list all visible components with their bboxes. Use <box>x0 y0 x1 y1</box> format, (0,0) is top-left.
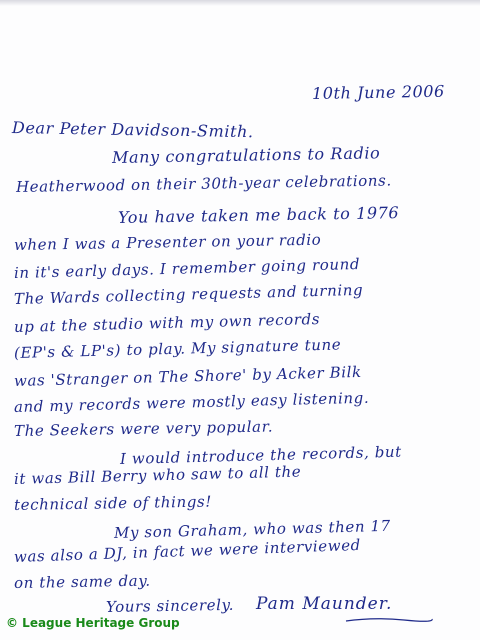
letter-line: Many congratulations to Radio <box>111 143 381 167</box>
letter-line: when I was a Presenter on your radio <box>13 230 322 254</box>
handwritten-signature: Pam Maunder. <box>256 594 393 614</box>
letter-line: (EP's & LP's) to play. My signature tune <box>13 335 342 362</box>
scan-edge <box>0 0 480 6</box>
letter-line: The Seekers were very popular. <box>13 417 274 440</box>
letter-line: and my records were mostly easy listening. <box>13 388 370 416</box>
letter-line: it was Bill Berry who saw to all the <box>13 462 302 488</box>
letter-line: up at the studio with my own records <box>13 309 321 336</box>
letter-line: I would introduce the records, but <box>119 442 403 468</box>
letter-closing: Yours sincerely. <box>105 595 235 616</box>
letter-line: was also a DJ, in fact we were interviewed <box>13 535 362 566</box>
letter-line: in it's early days. I remember going round <box>13 254 361 282</box>
copyright-watermark: © League Heritage Group <box>6 616 180 630</box>
letter-line: on the same day. <box>13 571 151 592</box>
letter-line: was 'Stranger on The Shore' by Acker Bilk <box>13 362 362 390</box>
letter-date: 10th June 2006 <box>311 81 446 103</box>
letter-line: technical side of things! <box>13 492 213 514</box>
letter-line: The Wards collecting requests and turning <box>13 280 364 308</box>
signature-underline <box>344 616 434 624</box>
letter-line: My son Graham, who was then 17 <box>113 516 392 542</box>
letter-line: Heatherwood on their 30th-year celebrations. <box>15 171 392 196</box>
letter-line: You have taken me back to 1976 <box>117 203 400 227</box>
letter-salutation: Dear Peter Davidson-Smith. <box>11 118 254 142</box>
